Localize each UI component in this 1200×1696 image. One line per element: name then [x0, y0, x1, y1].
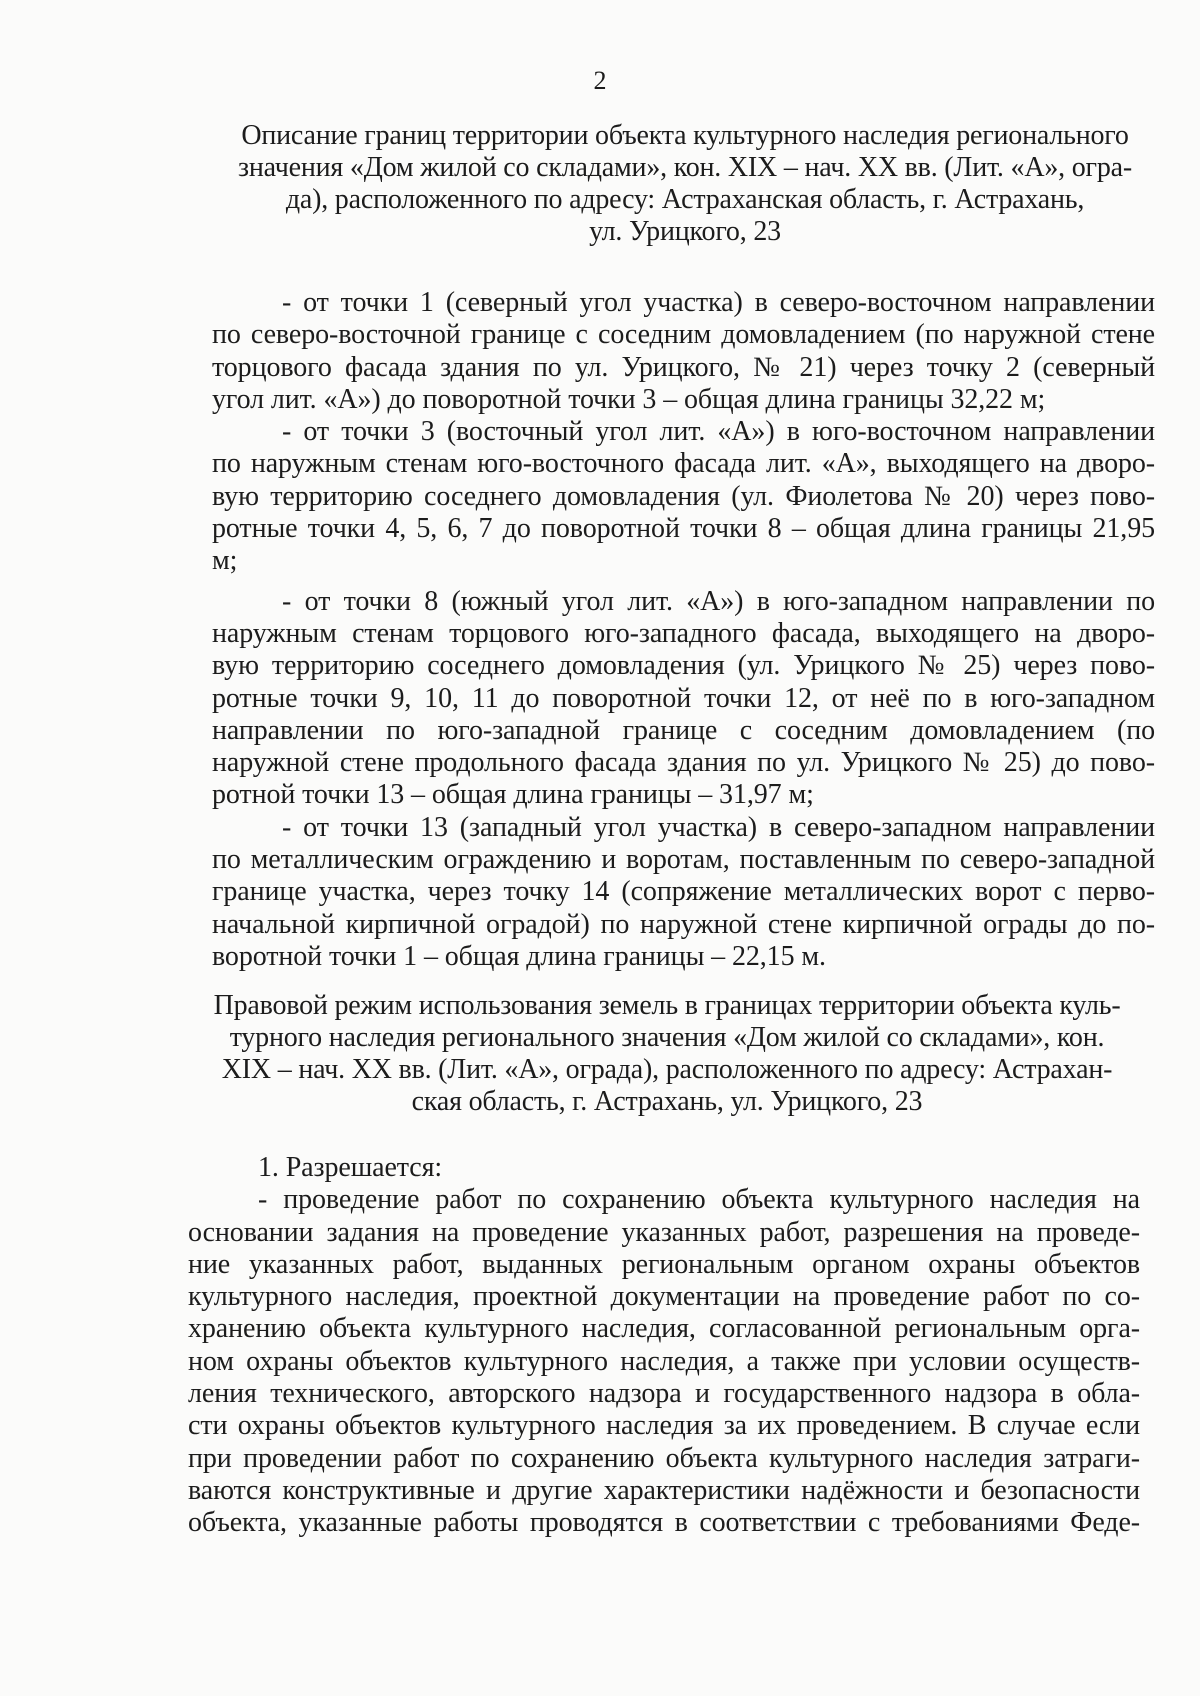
text-line: - от точки 3 (восточный угол лит. «А») в юго-восточном направлении: [282, 416, 1155, 448]
text-line: при проведении работ по сохранению объекта культурного наследия затраги-: [188, 1442, 1140, 1474]
text-line: - проведение работ по сохранению объекта культурного наследия на: [258, 1184, 1140, 1216]
text-line: - от точки 8 (южный угол лит. «А») в юго-западном направлении по: [282, 585, 1155, 617]
text-line: м;: [212, 545, 238, 577]
text-line: ротной точки 13 – общая длина границы – 31,97 м;: [212, 779, 814, 811]
text-line: ваются конструктивные и другие характеристики надёжности и безопасности: [188, 1474, 1140, 1506]
heading-line: да), расположенного по адресу: Астраханская область, г. Астрахань,: [285, 184, 1085, 215]
heading-line: Правовой режим использования земель в границах территории объекта куль-: [213, 990, 1121, 1021]
page-number: 2: [593, 66, 607, 95]
text-line: - от точки 1 (северный угол участка) в северо-восточном направлении: [282, 287, 1155, 318]
legal-regime-body: [188, 1152, 1140, 1540]
heading-line: Описание границ территории объекта культурного наследия регионального: [241, 120, 1129, 151]
text-line: направлении по юго-западной границе с соседним домовладением (по: [212, 714, 1155, 746]
heading-line: значения «Дом жилой со складами», кон. XIX – нач. XX вв. (Лит. «А», огра-: [238, 152, 1132, 183]
boundary-description-body: [212, 287, 1155, 973]
text-line: начальной кирпичной оградой) по наружной стене кирпичной ограды до по-: [212, 908, 1155, 940]
text-line: ние указанных работ, выданных региональным органом охраны объектов: [188, 1248, 1140, 1280]
text-line: ротные точки 4, 5, 6, 7 до поворотной точки 8 – общая длина границы 21,95: [212, 513, 1155, 545]
item-title: 1. Разрешается:: [258, 1152, 443, 1183]
legal-regime-heading: [192, 990, 1142, 1118]
text-line: ротные точки 9, 10, 11 до поворотной точки 12, от неё по в юго-западном: [212, 682, 1155, 714]
text-line: воротной точки 1 – общая длина границы – 22,15 м.: [212, 940, 826, 972]
text-line: сти охраны объектов культурного наследия за их проведением. В случае если: [188, 1410, 1140, 1442]
text-line: объекта, указанные работы проводятся в соответствии с требованиями Феде-: [188, 1507, 1140, 1539]
text-line: ном охраны объектов культурного наследия, а также при условии осуществ-: [188, 1345, 1140, 1377]
text-line: хранению объекта культурного наследия, согласованной региональным орга-: [188, 1313, 1140, 1345]
text-line: основании задания на проведение указанных работ, разрешения на проведе-: [188, 1216, 1140, 1248]
boundary-description-heading: [215, 120, 1155, 248]
text-line: наружным стенам торцового юго-западного фасада, выходящего на дворо-: [212, 617, 1155, 649]
text-line: наружной стене продольного фасада здания по ул. Урицкого № 25) до пово-: [212, 747, 1155, 779]
text-line: вую территорию соседнего домовладения (ул. Фиолетова № 20) через пово-: [212, 480, 1155, 512]
heading-line: турного наследия регионального значения «Дом жилой со складами», кон.: [229, 1022, 1105, 1053]
text-line: - от точки 13 (западный угол участка) в северо-западном направлении: [282, 811, 1155, 843]
text-line: ления технического, авторского надзора и государственного надзора в обла-: [188, 1378, 1140, 1410]
text-line: по наружным стенам юго-восточного фасада лит. «А», выходящего на дворо-: [212, 448, 1155, 480]
text-line: по северо-восточной границе с соседним домовладением (по наружной стене: [212, 319, 1155, 351]
text-line: угол лит. «А») до поворотной точки 3 – общая длина границы 32,22 м;: [212, 383, 1046, 415]
text-line: границе участка, через точку 14 (сопряжение металлических ворот с перво-: [212, 876, 1155, 908]
text-line: культурного наследия, проектной документации на проведение работ по со-: [188, 1281, 1140, 1313]
text-line: по металлическим ограждению и воротам, поставленным по северо-западной: [212, 844, 1155, 876]
text-line: торцового фасада здания по ул. Урицкого, № 21) через точку 2 (северный: [212, 351, 1155, 383]
heading-line: XIX – нач. XX вв. (Лит. «А», ограда), расположенного по адресу: Астрахан-: [221, 1054, 1113, 1085]
heading-line: ул. Урицкого, 23: [589, 216, 781, 247]
text-line: вую территорию соседнего домовладения (ул. Урицкого № 25) через пово-: [212, 650, 1155, 682]
heading-line: ская область, г. Астрахань, ул. Урицкого, 23: [411, 1086, 923, 1117]
